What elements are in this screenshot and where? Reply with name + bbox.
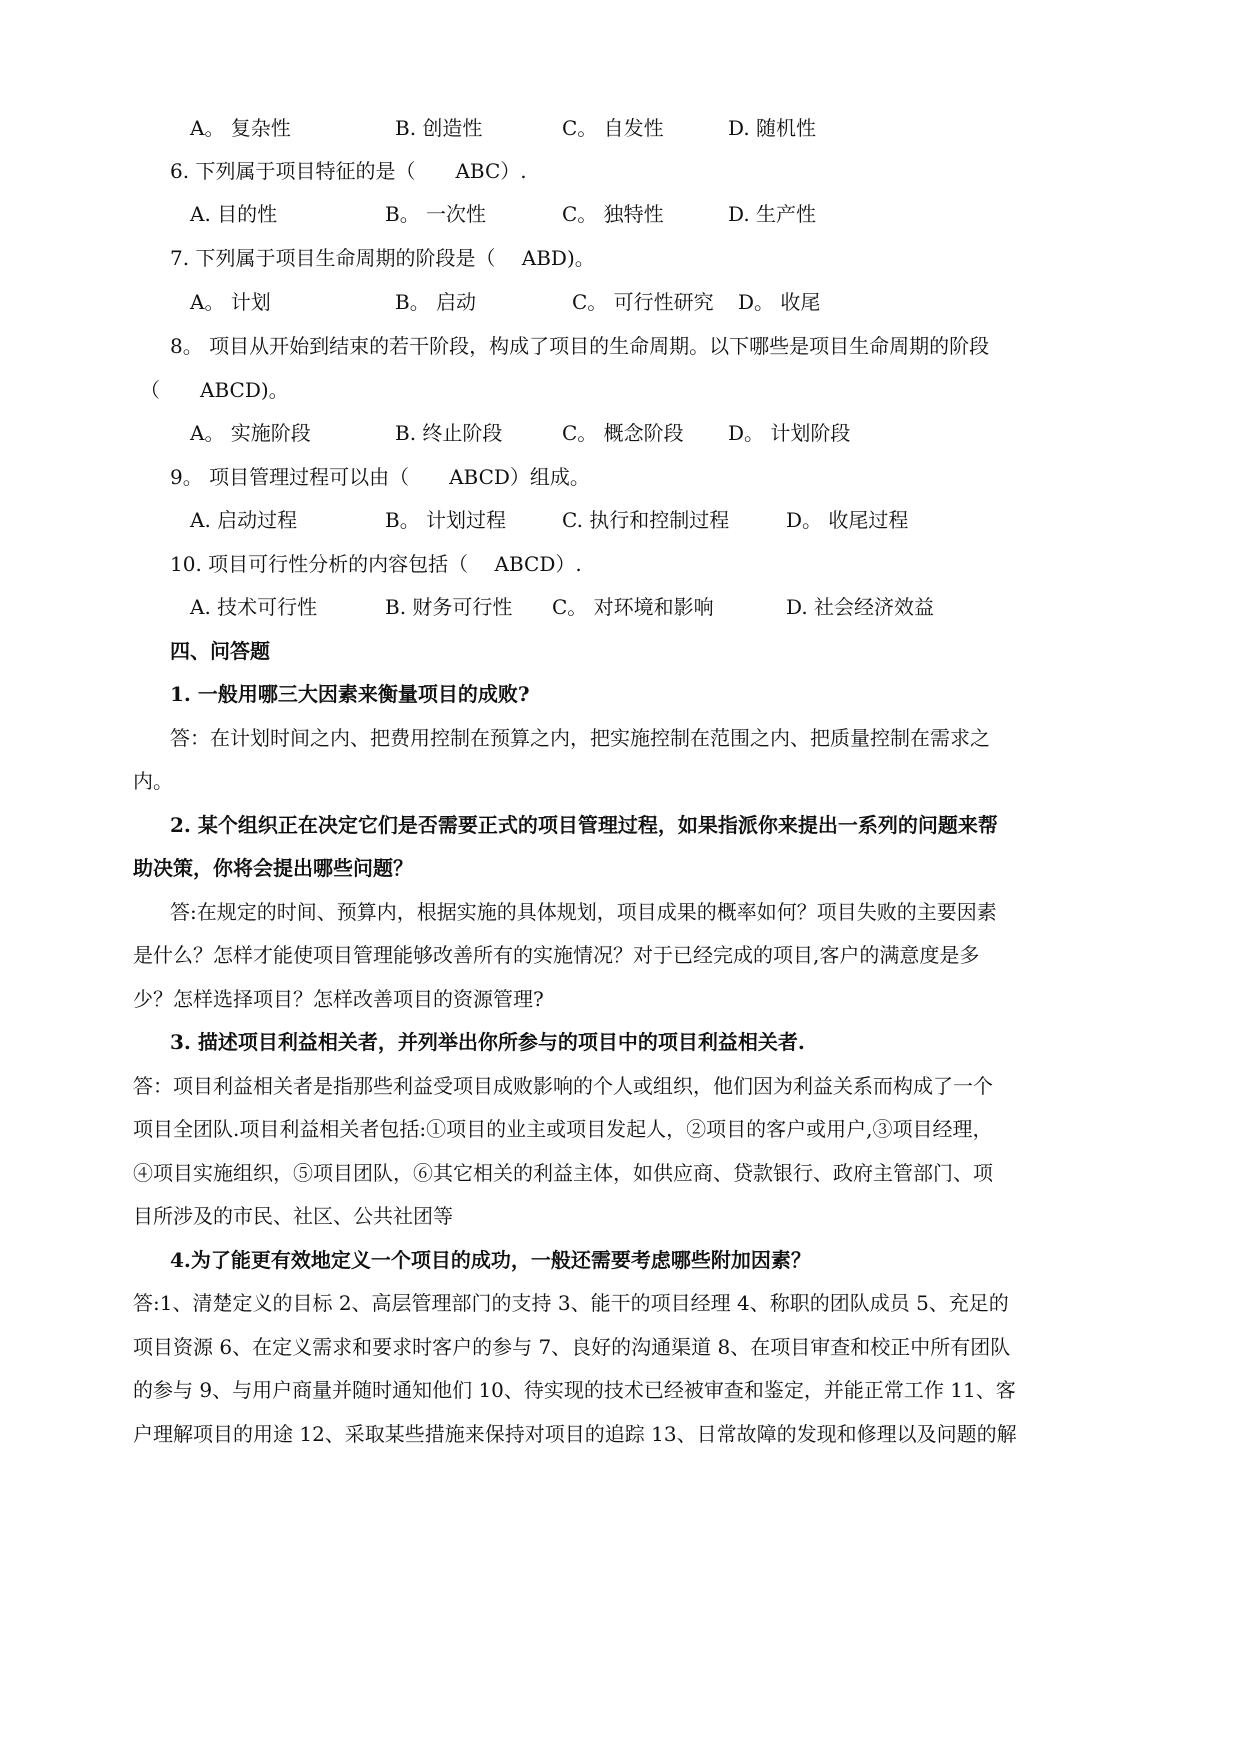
q5-option-a: A。 复杂性 <box>190 116 291 140</box>
section-title: 四、问答题 <box>170 639 270 663</box>
q10-option-b: B. 财务可行性 <box>385 595 513 619</box>
qa3-answer-line4: 目所涉及的市民、社区、公共社团等 <box>133 1204 453 1228</box>
q9-option-a: A. 启动过程 <box>190 508 298 532</box>
qa2-answer-line3: 少？怎样选择项目？怎样改善项目的资源管理? <box>133 987 544 1011</box>
q8-option-b: B. 终止阶段 <box>395 421 503 445</box>
qa4-question: 4.为了能更有效地定义一个项目的成功，一般还需要考虑哪些附加因素？ <box>170 1248 811 1272</box>
qa4-answer-line3: 的参与 9、与用户商量并随时通知他们 10、待实现的技术已经被审查和鉴定，并能正常工作 11、客 <box>133 1378 1016 1402</box>
q9-stem: 9。 项目管理过程可以由（ ABCD）组成。 <box>170 465 590 489</box>
qa3-answer-line3: ④项目实施组织，⑤项目团队，⑥其它相关的利益主体，如供应商、贷款银行、政府主管部门、项 <box>133 1161 993 1185</box>
q5-option-d: D. 随机性 <box>728 116 817 140</box>
q8-stem-line2: （ ABCD)。 <box>140 378 289 402</box>
q10-stem: 10. 项目可行性分析的内容包括（ ABCD）. <box>170 552 582 576</box>
q6-option-d: D. 生产性 <box>728 202 817 226</box>
qa4-answer-line4: 户理解项目的用途 12、采取某些措施来保持对项目的追踪 13、日常故障的发现和修理以及问题的解 <box>133 1422 1017 1446</box>
q6-stem: 6. 下列属于项目特征的是（ ABC）. <box>170 159 527 183</box>
qa4-answer-line2: 项目资源 6、在定义需求和要求时客户的参与 7、良好的沟通渠道 8、在项目审查和校正中所有团队 <box>133 1335 1011 1359</box>
q7-option-a: A。 计划 <box>190 290 271 314</box>
qa1-answer-line2: 内。 <box>133 769 173 793</box>
q8-option-a: A。 实施阶段 <box>190 421 311 445</box>
q8-stem-line1: 8。 项目从开始到结束的若干阶段，构成了项目的生命周期。以下哪些是项目生命周期的阶段 <box>170 334 990 358</box>
q7-option-d: D。 收尾 <box>738 290 821 314</box>
qa1-question: 1. 一般用哪三大因素来衡量项目的成败? <box>170 682 530 706</box>
q6-option-c: C。 独特性 <box>562 202 664 226</box>
qa2-question-line2: 助决策，你将会提出哪些问题？ <box>133 856 413 880</box>
qa2-question-line1: 2. 某个组织正在决定它们是否需要正式的项目管理过程，如果指派你来提出一系列的问题来帮 <box>170 813 998 837</box>
q5-option-c: C。 自发性 <box>562 116 664 140</box>
q5-option-b: B. 创造性 <box>395 116 483 140</box>
q7-option-c: C。 可行性研究 <box>572 290 714 314</box>
qa4-answer-line1: 答:1、清楚定义的目标 2、高层管理部门的支持 3、能干的项目经理 4、称职的团队成员 5、充足的 <box>133 1291 1009 1315</box>
q10-option-d: D. 社会经济效益 <box>786 595 935 619</box>
q6-option-b: B。 一次性 <box>385 202 487 226</box>
q9-option-b: B。 计划过程 <box>385 508 507 532</box>
q9-option-c: C. 执行和控制过程 <box>562 508 730 532</box>
q8-option-d: D。 计划阶段 <box>728 421 851 445</box>
q6-option-a: A. 目的性 <box>190 202 278 226</box>
q10-option-a: A. 技术可行性 <box>190 595 318 619</box>
qa2-answer-line2: 是什么？怎样才能使项目管理能够改善所有的实施情况？对于已经完成的项目,客户的满意度是多 <box>133 943 980 967</box>
qa1-answer-line1: 答：在计划时间之内、把费用控制在预算之内，把实施控制在范围之内、把质量控制在需求之 <box>170 726 990 750</box>
q8-option-c: C。 概念阶段 <box>562 421 684 445</box>
q10-option-c: C。 对环境和影响 <box>552 595 714 619</box>
q9-option-d: D。 收尾过程 <box>786 508 909 532</box>
qa3-question: 3. 描述项目利益相关者，并列举出你所参与的项目中的项目利益相关者. <box>170 1030 805 1054</box>
qa2-answer-line1: 答:在规定的时间、预算内，根据实施的具体规划，项目成果的概率如何？项目失败的主要因素 <box>170 900 997 924</box>
q7-stem: 7. 下列属于项目生命周期的阶段是（ ABD)。 <box>170 246 595 270</box>
qa3-answer-line1: 答：项目利益相关者是指那些利益受项目成败影响的个人或组织，他们因为利益关系而构成了一个 <box>133 1074 993 1098</box>
qa3-answer-line2: 项目全团队.项目利益相关者包括:①项目的业主或项目发起人，②项目的客户或用户,③项目经理， <box>133 1117 993 1141</box>
q7-option-b: B。 启动 <box>395 290 477 314</box>
